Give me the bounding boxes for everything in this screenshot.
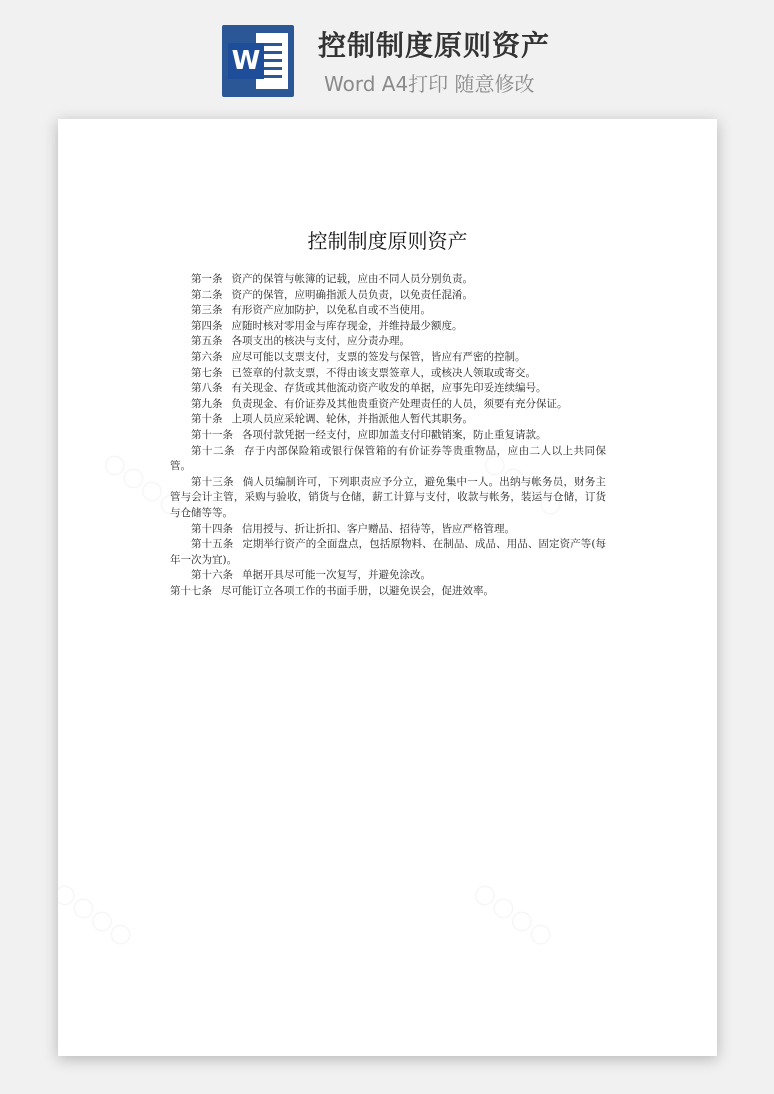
article-text: 定期举行资产的全面盘点，包括原物料、在制品、成品、用品、固定资产等(每年一次为宜)。 bbox=[170, 538, 606, 566]
word-document-icon bbox=[222, 25, 294, 97]
article-paragraph bbox=[170, 428, 606, 444]
article-text: 倘人员编制许可，下列职责应予分立，避免集中一人。出纳与帐务员，财务主管与会计主管，采购与验收，销货与仓储，薪工计算与支付，收款与帐务，装运与仓储，订货与仓储等等。 bbox=[170, 475, 607, 519]
article-paragraph bbox=[170, 584, 606, 600]
article-paragraph bbox=[170, 303, 606, 319]
article-number: 第十一条 bbox=[191, 428, 233, 441]
article-paragraph bbox=[170, 537, 606, 568]
article-text: 有形资产应加防护，以免私自或不当使用。 bbox=[231, 304, 431, 317]
article-number: 第十二条 bbox=[191, 444, 235, 457]
word-letter: W bbox=[228, 43, 264, 79]
article-number: 第十条 bbox=[191, 413, 223, 426]
banner-subtitle: Word A4打印 随意修改 bbox=[324, 72, 535, 96]
article-paragraph bbox=[170, 381, 606, 397]
article-number: 第二条 bbox=[191, 288, 223, 301]
article-paragraph bbox=[170, 366, 606, 382]
article-paragraph bbox=[170, 288, 606, 304]
article-number: 第八条 bbox=[191, 382, 223, 395]
article-text: 有关现金、存货或其他流动资产收发的单据，应事先印妥连续编号。 bbox=[231, 382, 547, 395]
article-number: 第十五条 bbox=[191, 538, 234, 551]
article-number: 第一条 bbox=[191, 273, 223, 285]
article-text: 已签章的付款支票，不得由该支票签章人，或核决人领取或寄交。 bbox=[231, 366, 536, 379]
article-text: 负责现金、有价证券及其他贵重资产处理责任的人员，须要有充分保证。 bbox=[231, 397, 568, 410]
article-text: 存于内部保险箱或银行保管箱的有价证券等贵重物品，应由二人以上共同保管。 bbox=[170, 444, 607, 473]
article-paragraph bbox=[170, 568, 606, 584]
article-number: 第三条 bbox=[191, 304, 223, 317]
article-number: 第十七条 bbox=[170, 584, 212, 597]
article-text: 单据开具尽可能一次复写，并避免涂改。 bbox=[242, 569, 431, 582]
document-title: 控制制度原则资产 bbox=[307, 229, 468, 253]
article-text: 应随时核对零用金与库存现金，并维持最少额度。 bbox=[231, 319, 463, 332]
header-banner bbox=[0, 0, 774, 110]
article-text: 上项人员应采轮调、轮休，并指派他人暂代其职务。 bbox=[231, 413, 473, 426]
article-text: 尽可能订立各项工作的书面手册，以避免误会，促进效率。 bbox=[221, 584, 494, 597]
article-text: 信用授与、折让折扣、客户赠品、招待等，皆应严格管理。 bbox=[242, 522, 515, 535]
article-text: 应尽可能以支票支付，支票的签发与保管，皆应有严密的控制。 bbox=[231, 350, 526, 363]
article-number: 第十四条 bbox=[191, 522, 233, 535]
article-paragraph bbox=[170, 334, 606, 350]
article-number: 第五条 bbox=[191, 335, 223, 348]
article-paragraph bbox=[170, 319, 606, 335]
article-number: 第十六条 bbox=[191, 569, 233, 582]
article-text: 各项付款凭据一经支付，应即加盖支付印戳销案，防止重复请款。 bbox=[242, 428, 547, 441]
article-number: 第七条 bbox=[191, 366, 223, 379]
article-text: 资产的保管与帐簿的记载，应由不同人员分别负责。 bbox=[231, 273, 473, 285]
document-body bbox=[170, 272, 606, 599]
article-paragraph bbox=[170, 522, 606, 538]
document-page bbox=[58, 119, 717, 1056]
article-paragraph bbox=[170, 350, 606, 366]
banner-title: 控制制度原则资产 bbox=[318, 29, 551, 62]
article-paragraph bbox=[170, 444, 606, 475]
article-paragraph bbox=[170, 475, 606, 522]
article-number: 第十三条 bbox=[191, 475, 234, 488]
article-paragraph bbox=[170, 272, 606, 288]
article-number: 第四条 bbox=[191, 319, 223, 332]
article-paragraph bbox=[170, 397, 606, 413]
article-number: 第六条 bbox=[191, 350, 223, 363]
article-text: 各项支出的核决与支付，应分责办理。 bbox=[231, 335, 410, 348]
article-number: 第九条 bbox=[191, 397, 223, 410]
article-paragraph bbox=[170, 412, 606, 428]
article-text: 资产的保管，应明确指派人员负责，以免责任混淆。 bbox=[231, 288, 473, 301]
